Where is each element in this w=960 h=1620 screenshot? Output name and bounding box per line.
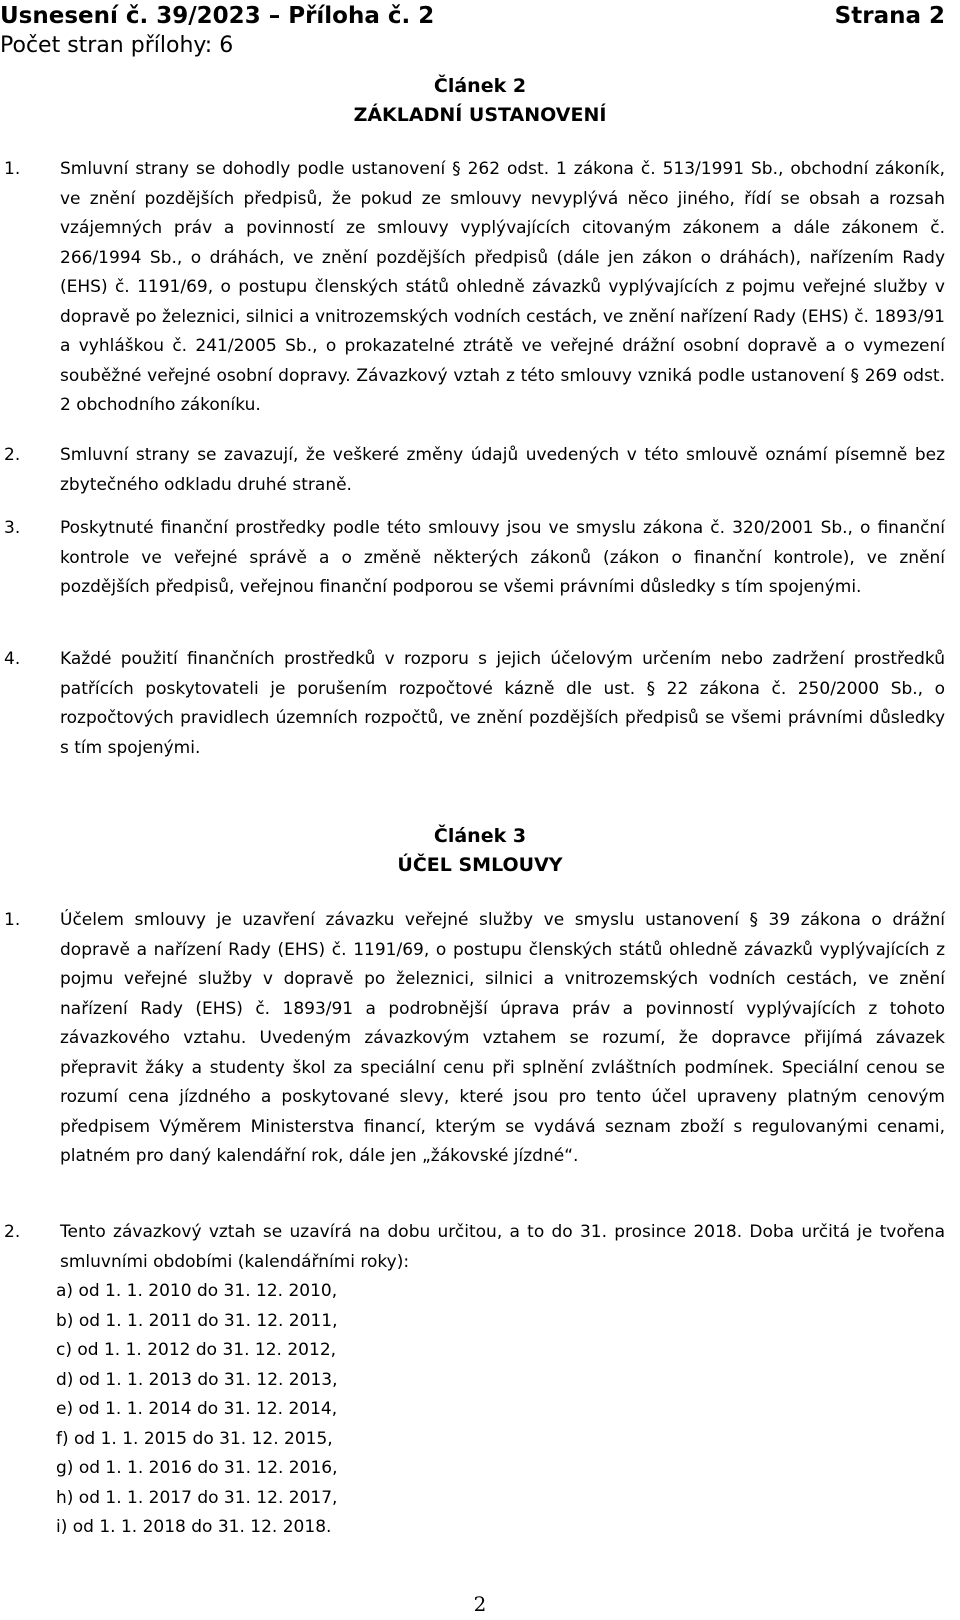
article-2-item-3: [0, 514, 945, 603]
header-top-line: [0, 2, 945, 31]
item-number: 1.: [4, 910, 21, 930]
item-text: Poskytnuté finanční prostředky podle této smlouvy jsou ve smyslu zákona č. 320/2001 Sb., o finanční kontrole ve veřejné správě a o změně některých zákonů (zákon o finanční kontrole), ve znění pozdějších předpisů, veřejnou finanční podporou se všemi právními důsledky s tím spojenými.: [60, 518, 945, 597]
period-item: e) od 1. 1. 2014 do 31. 12. 2014,: [56, 1399, 338, 1419]
item-text: Smluvní strany se zavazují, že veškeré změny údajů uvedených v této smlouvě oznámí písemně bez zbytečného odkladu druhé straně.: [60, 445, 945, 495]
item-number: 2.: [4, 1222, 21, 1242]
article-3-item-2: [0, 1218, 945, 1277]
article-2-number: Článek 2: [433, 75, 527, 97]
contract-periods-list: [56, 1277, 337, 1543]
item-number: 2.: [4, 445, 21, 465]
article-2-item-4: [0, 645, 945, 763]
article-3-item-1: [0, 906, 945, 1172]
period-item: c) od 1. 1. 2012 do 31. 12. 2012,: [56, 1340, 337, 1360]
period-item: f) od 1. 1. 2015 do 31. 12. 2015,: [56, 1428, 333, 1449]
page-label: Strana 2: [834, 3, 945, 29]
article-2-item-2: [0, 441, 945, 500]
article-2-item-1: [0, 155, 945, 421]
period-item: g) od 1. 1. 2016 do 31. 12. 2016,: [56, 1458, 338, 1478]
item-text: Účelem smlouvy je uzavření závazku veřejné služby ve smyslu ustanovení § 39 zákona o drážní dopravě a nařízení Rady (EHS) č. 1191/69, o postupu členských států ohledně závazků vyplývajících z pojmu veřejné služby v dopravě po železnici, silnici a vnitrozemských vodních cestách, ve znění nařízení Rady (EHS) č. 1893/91 a podrobnější úprava práv a povinností vyplývajících z tohoto závazkového vztahu. Uvedeným závazkovým vztahem se rozumí, že dopravce přijímá závazek přepravit žáky a studenty škol za speciální cenu při splnění zvláštních podmínek. Speciální cenou se rozumí cena jízdného a poskytované slevy, které jsou pro tento účel upraveny platným cenovým předpisem Výměrem Ministerstva financí, kterým se vydává seznam zboží s regulovanými cenami, platném pro daný kalendářní rok, dále jen „žákovské jízdné“.: [60, 910, 945, 1166]
article-3-number: Článek 3: [433, 825, 527, 847]
item-number: 4.: [4, 649, 21, 669]
attachment-page-count: Počet stran přílohy: 6: [0, 33, 234, 58]
period-item: d) od 1. 1. 2013 do 31. 12. 2013,: [56, 1369, 338, 1390]
resolution-title: Usnesení č. 39/2023 – Příloha č. 2: [0, 3, 435, 29]
item-number: 3.: [4, 518, 21, 538]
article-3-title: ÚČEL SMLOUVY: [397, 854, 563, 876]
item-text: Smluvní strany se dohodly podle ustanovení § 262 odst. 1 zákona č. 513/1991 Sb., obchodní zákoník, ve znění pozdějších předpisů, že pokud ze smlouvy nevyplývá něco jiného, řídí se obsah a rozsah vzájemných práv a povinností ze smlouvy vyplývajících citovaným zákonem a dále zákonem č. 266/1994 Sb., o dráhách, ve znění pozdějších předpisů (dále jen zákon o dráhách), nařízením Rady (EHS) č. 1191/69, o postupu členských států ohledně závazků vyplývajících z pojmu veřejné služby v dopravě po železnici, silnici a vnitrozemských vodních cestách, ve znění nařízení Rady (EHS) č. 1893/91 a vyhláškou č. 241/2005 Sb., o prokazatelné ztrátě ve veřejné drážní osobní dopravě a o vymezení souběžné veřejné osobní dopravy. Závazkový vztah z této smlouvy vzniká podle ustanovení § 269 odst. 2 obchodního zákoníku.: [60, 159, 945, 415]
article-2-title: ZÁKLADNÍ USTANOVENÍ: [353, 104, 607, 126]
period-item: h) od 1. 1. 2017 do 31. 12. 2017,: [56, 1487, 338, 1508]
period-item: a) od 1. 1. 2010 do 31. 12. 2010,: [56, 1281, 338, 1301]
page-header: [0, 2, 945, 58]
item-text: Tento závazkový vztah se uzavírá na dobu určitou, a to do 31. prosince 2018. Doba určitá je tvořena smluvními obdobími (kalendářními roky):: [60, 1222, 945, 1272]
page-number: 2: [473, 1592, 487, 1616]
item-text: Každé použití finančních prostředků v rozporu s jejich účelovým určením nebo zadržení prostředků patřících poskytovateli je porušením rozpočtové kázně dle ust. § 22 zákona č. 250/2000 Sb., o rozpočtových pravidlech územních rozpočtů, ve znění pozdějších předpisů se všemi právními důsledky s tím spojenými.: [60, 649, 945, 758]
period-item: i) od 1. 1. 2018 do 31. 12. 2018.: [56, 1517, 332, 1537]
period-item: b) od 1. 1. 2011 do 31. 12. 2011,: [56, 1310, 338, 1331]
item-number: 1.: [4, 159, 21, 179]
